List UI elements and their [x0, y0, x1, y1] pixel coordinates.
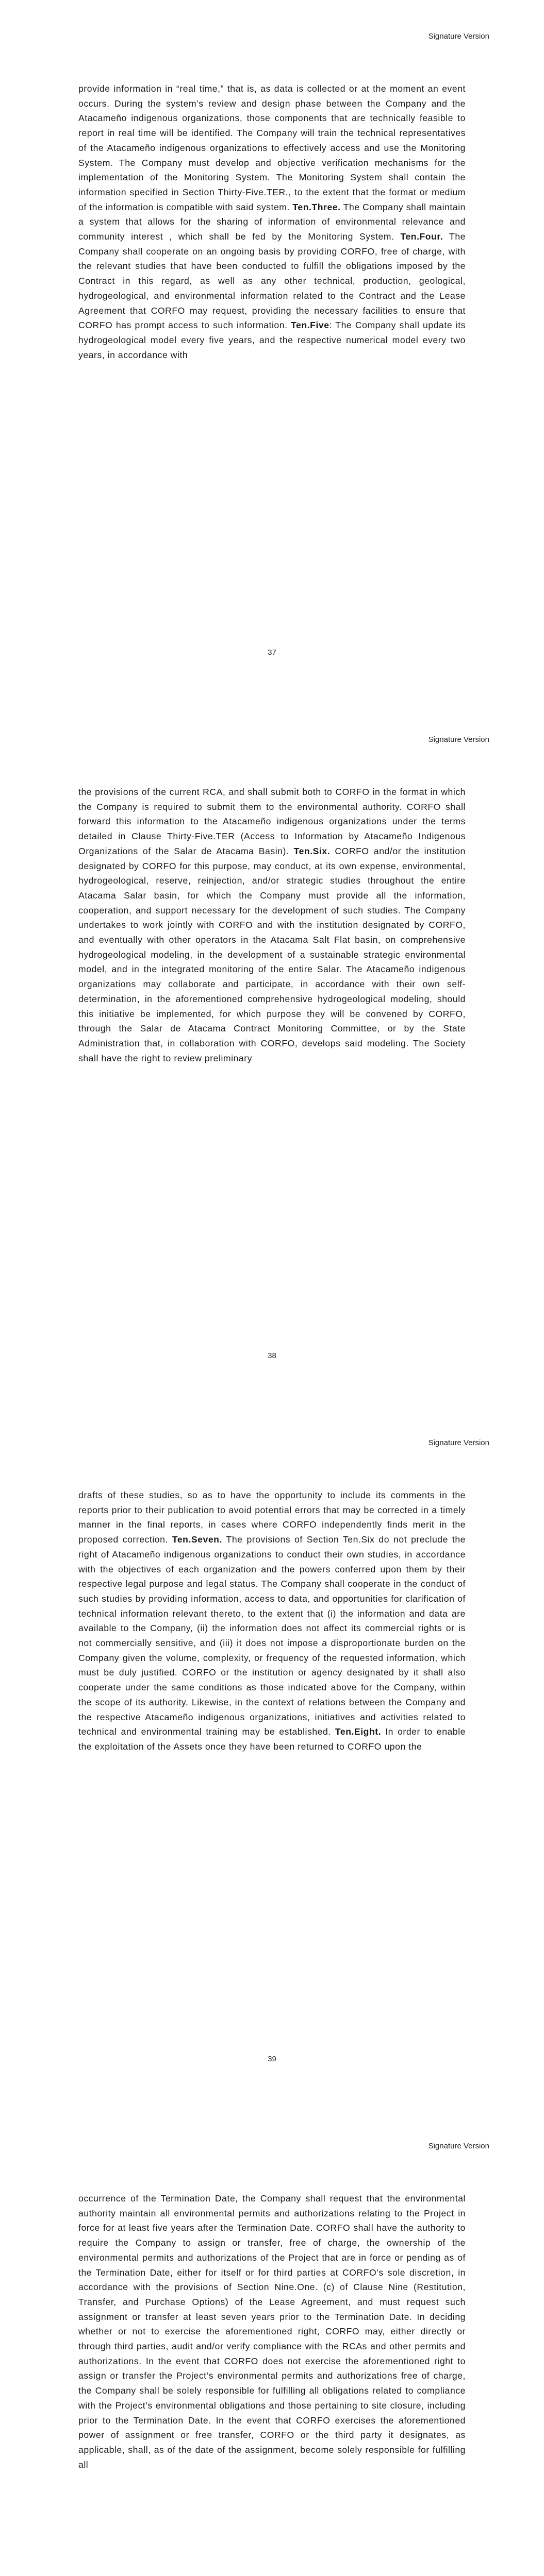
text-run: In order to enable the exploitation of the Assets once they have been returned to CORFO upon the [78, 1726, 466, 1752]
page-body-text [78, 2191, 466, 2472]
signature-version-label: Signature Version [428, 735, 489, 744]
section-marker: Ten.Four. [400, 231, 443, 242]
page-body-text [78, 81, 466, 362]
text-run: The Company shall cooperate on an ongoing basis by providing CORFO, free of charge, with the relevant studies that have been conducted to fulfill the obligations imposed by the Contract in this regard, as well as any other technical, production, geological, hydrogeological, and environmental information related to the Contract and the Lease Agreement that CORFO may request, providing the necessary facilities to ensure that CORFO has prompt access to such information. [78, 231, 466, 331]
text-run: provide information in “real time,” that is, as data is collected or at the moment an event occurs. During the system’s review and design phase between the Company and the Atacameño indigenous organizations, those components that are technically feasible to report in real time will be identified. The Company will train the technical representatives of the Atacameño indigenous organizations to effectively access and use the Monitoring System. The Company must develop and objective verification mechanisms for the implementation of the Monitoring System. The Monitoring System shall contain the information specified in Section Thirty-Five.TER., to the extent that the format or medium of the information is compatible with said system. [78, 83, 466, 212]
page-body-text [78, 785, 466, 1065]
section-marker: Ten.Seven. [172, 1534, 222, 1545]
text-run: the provisions of the current RCA, and shall submit both to CORFO in the format in which the Company is required to submit them to the environmental authority. CORFO shall forward this information to the Atacameño indigenous organizations under the terms detailed in Clause Thirty-Five.TER (Access to Information by Atacameño Indigenous Organizations of the Salar de Atacama Basin). [78, 787, 466, 856]
section-marker: Ten.Six. [293, 845, 331, 856]
page-number: 37 [268, 648, 276, 657]
text-run: CORFO and/or the institution designated by CORFO for this purpose, may conduct, at its own expense, environmental, hydrogeological, reserve, reinjection, and/or strategic studies throughout the entire Atacama Salar basin, for which the Company must provide all the information, cooperation, and support necessary for the development of such studies. The Company undertakes to work jointly with CORFO and with the institution designated by CORFO, and eventually with other operators in the Atacama Salt Flat basin, on comprehensive hydrogeological modeling, in the development of a sustainable strategic environmental model, and in the integrated monitoring of the entire Salar. The Atacameño indigenous organizations may collaborate and participate, in accordance with their own self-determination, in the aforementioned comprehensive hydrogeological modeling, should this initiative be implemented, for which purpose they will be convened by CORFO, through the Salar de Atacama Contract Monitoring Committee, or by the State Administration that, in collaboration with CORFO, develops said modeling. The Society shall have the right to review preliminary [78, 845, 466, 1063]
signature-version-label: Signature Version [428, 32, 489, 41]
text-run: drafts of these studies, so as to have the opportunity to include its comments in the reports prior to their publication to avoid potential errors that may be corrected in a timely manner in the final reports, in cases where CORFO independently finds merit in the proposed correction. [78, 1490, 466, 1545]
section-marker: Ten.Eight. [335, 1726, 382, 1737]
page-number: 39 [268, 2055, 276, 2063]
section-marker: Ten.Five [291, 320, 329, 331]
page-body-text [78, 1488, 466, 1754]
document-page [0, 1406, 544, 2110]
document-page [0, 0, 544, 703]
text-run: The Company shall maintain a system that allows for the sharing of information of environmental relevance and community interest , which shall be fed by the Monitoring System. [78, 201, 466, 242]
text-run: The provisions of Section Ten.Six do not preclude the right of Atacameño indigenous organizations to conduct their own studies, in accordance with the objectives of each organization and the powers conferred upon them by their respective legal purpose and legal status. The Company shall cooperate in the conduct of such studies by providing information, access to data, and opportunities for clarification of technical information relevant thereto, to the extent that (i) the information and data are available to the Company, (ii) the information does not affect its commercial rights or is not commercially sensitive, and (iii) it does not impose a disproportionate burden on the Company given the volume, complexity, or frequency of the requested information, which must be duly justified. CORFO or the institution or agency designated by it shall also cooperate under the same conditions as those indicated above for the Company, within the scope of its authority. Likewise, in the context of relations between the Company and the respective Atacameño indigenous organizations, initiatives and activities related to technical and environmental training may be established. [78, 1534, 466, 1737]
text-run: : The Company shall update its hydrogeological model every five years, and the respective numerical model every two years, in accordance with [78, 320, 466, 360]
page-number: 38 [268, 1351, 276, 1360]
signature-version-label: Signature Version [428, 2142, 489, 2150]
signature-version-label: Signature Version [428, 1438, 489, 1447]
document-page [0, 2110, 544, 2576]
text-run: occurrence of the Termination Date, the Company shall request that the environmental authority maintain all environmental permits and authorizations relating to the Project in force for at least five years after the Termination Date. CORFO shall have the authority to require the Company to assign or transfer, free of charge, the ownership of the environmental permits and authorizations of the Project that are in force or pending as of the Termination Date, either for itself or for third parties at CORFO’s sole discretion, in accordance with the provisions of Section Nine.One. (c) of Clause Nine (Restitution, Transfer, and Purchase Options) of the Lease Agreement, and must request such assignment or transfer at least seven years prior to the Termination Date. In deciding whether or not to exercise the aforementioned right, CORFO may, either directly or through third parties, audit and/or verify compliance with the RCAs and other permits and authorizations. In the event that CORFO does not exercise the aforementioned right to assign or transfer the Project’s environmental permits and authorizations free of charge, the Company shall be solely responsible for fulfilling all obligations related to compliance with the Project’s environmental obligations and those pertaining to site closure, including prior to the Termination Date. In the event that CORFO exercises the aforementioned power of assignment or free transfer, CORFO or the third party it designates, as applicable, shall, as of the date of the assignment, become solely responsible for fulfilling all [78, 2193, 466, 2470]
section-marker: Ten.Three. [292, 201, 341, 212]
document-page [0, 703, 544, 1406]
